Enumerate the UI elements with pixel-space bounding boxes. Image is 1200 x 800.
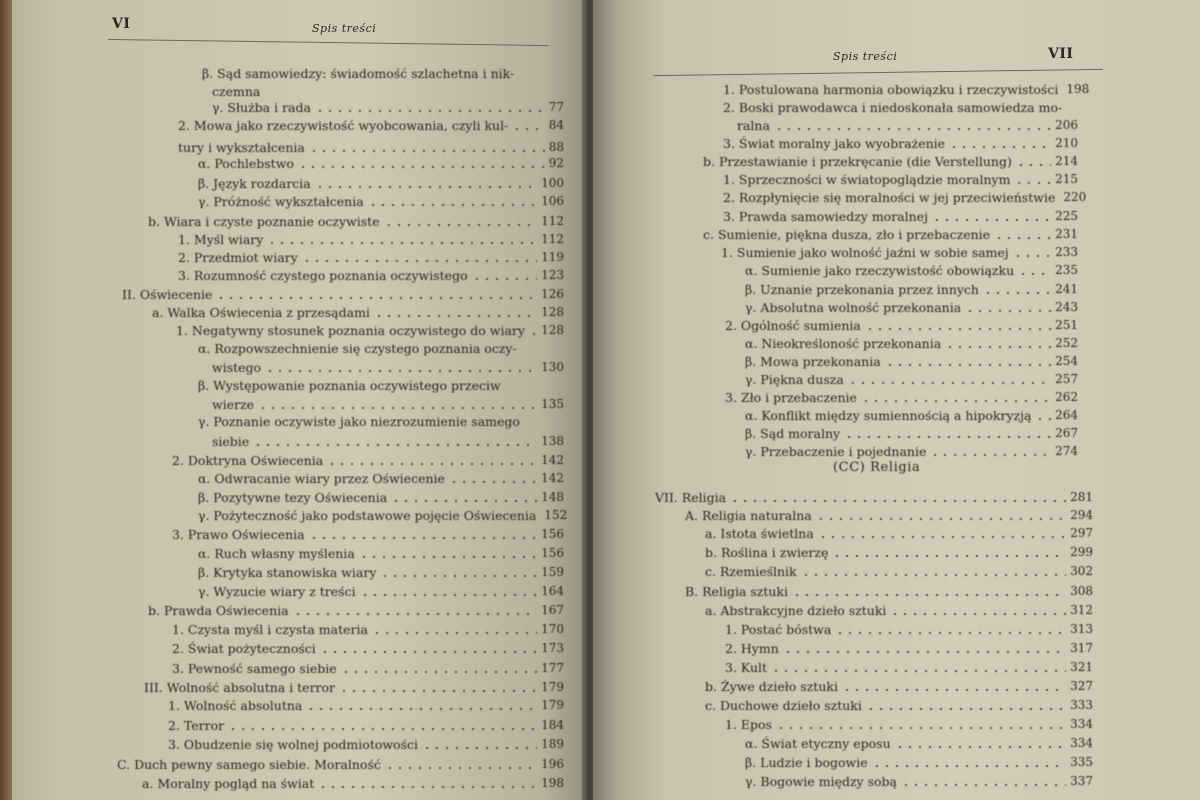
toc-entry bbox=[198, 508, 568, 523]
toc-entry-title: 2. Boski prawodawca i niedoskonała samowiedza mo- bbox=[723, 100, 1063, 115]
page-number: VII bbox=[1048, 46, 1074, 62]
toc-page-number: 156 bbox=[541, 527, 564, 541]
dot-leader bbox=[890, 613, 1066, 615]
toc-entry bbox=[745, 774, 1093, 789]
toc-entry-title: γ. Wyzucie wiary z treści bbox=[198, 584, 356, 599]
toc-entry-title: III. Wolność absolutna i terror bbox=[144, 680, 336, 695]
toc-page-number: 267 bbox=[1055, 426, 1078, 440]
toc-entry-title: b. Prawda Oświecenia bbox=[148, 603, 289, 618]
toc-entry bbox=[148, 603, 564, 618]
toc-entry bbox=[685, 508, 1093, 523]
toc-page-number: 274 bbox=[1055, 444, 1078, 458]
dot-leader bbox=[472, 278, 537, 280]
toc-entry-title: 1. Czysta myśl i czysta materia bbox=[172, 622, 368, 637]
toc-page-number: 262 bbox=[1055, 390, 1078, 404]
toc-entry bbox=[705, 679, 1093, 694]
toc-entry bbox=[198, 194, 564, 209]
toc-entry bbox=[212, 397, 564, 412]
toc-entry bbox=[705, 603, 1093, 618]
toc-entry bbox=[172, 527, 564, 542]
dot-leader bbox=[253, 444, 537, 446]
toc-page-number: 77 bbox=[548, 100, 564, 114]
toc-entry bbox=[725, 641, 1093, 656]
toc-entry bbox=[745, 736, 1093, 751]
toc-page-number: 210 bbox=[1055, 136, 1078, 150]
toc-page-number: 312 bbox=[1070, 603, 1093, 617]
toc-entry-title: B. Religia sztuki bbox=[685, 584, 789, 599]
toc-entry bbox=[172, 661, 564, 676]
toc-entry-title: γ. Poznanie oczywiste jako niezrozumienie samego bbox=[198, 414, 520, 429]
toc-page-number: 123 bbox=[541, 268, 564, 282]
toc-page-number: 233 bbox=[1055, 245, 1078, 259]
toc-page-number: 179 bbox=[541, 680, 564, 694]
toc-entry-title: α. Świat etyczny eposu bbox=[745, 736, 891, 751]
toc-entry-title: 3. Pewność samego siebie bbox=[172, 661, 337, 676]
toc-page-number: 206 bbox=[1055, 118, 1078, 132]
toc-entry-title: γ. Przebaczenie i pojednanie bbox=[745, 444, 927, 459]
toc-page-number: 198 bbox=[541, 776, 564, 790]
toc-entry-title: c. Rzemieślnik bbox=[705, 564, 797, 579]
toc-entry-title: β. Krytyka stanowiska wiary bbox=[198, 565, 377, 580]
toc-entry-title: tury i wykształcenia bbox=[178, 140, 305, 155]
toc-page-number: 126 bbox=[541, 287, 564, 301]
toc-page-number: 164 bbox=[541, 584, 564, 598]
toc-entry-title: 1. Sprzeczności w światopoglądzie moralnym bbox=[723, 172, 1011, 187]
dot-leader bbox=[359, 556, 537, 558]
toc-entry-title: b. Roślina i zwierzę bbox=[705, 545, 829, 560]
toc-entry-title: α. Nieokreśloność przekonania bbox=[745, 336, 942, 351]
toc-entry-title: 3. Kult bbox=[725, 660, 768, 675]
dot-leader bbox=[302, 260, 537, 262]
dot-leader bbox=[327, 463, 537, 465]
toc-entry-title: γ. Służba i rada bbox=[212, 100, 311, 115]
toc-entry bbox=[198, 378, 567, 393]
toc-entry bbox=[198, 584, 564, 599]
toc-entry bbox=[202, 66, 567, 81]
toc-entry-title: β. Sąd samowiedzy: świadomość szlachetna i nik- bbox=[202, 66, 515, 81]
toc-entry-title: 1. Negatywny stosunek poznania oczywistego do wiary bbox=[176, 323, 525, 338]
dot-leader bbox=[771, 670, 1066, 672]
toc-entry-title: c. Duchowe dzieło sztuki bbox=[705, 698, 862, 713]
toc-entry bbox=[168, 737, 564, 752]
dot-leader bbox=[339, 690, 537, 692]
toc-page-number: 130 bbox=[541, 360, 564, 374]
toc-page-number: 156 bbox=[541, 546, 564, 560]
toc-page-number: 170 bbox=[541, 622, 564, 636]
toc-page-number: 252 bbox=[1055, 336, 1078, 350]
toc-entry bbox=[198, 414, 567, 429]
toc-entry-title: α. Ruch własny myślenia bbox=[198, 546, 355, 561]
dot-leader bbox=[228, 728, 537, 730]
toc-entry-title: β. Występowanie poznania oczywistego przeciw bbox=[198, 378, 501, 393]
toc-entry bbox=[122, 287, 564, 302]
toc-entry-title: γ. Bogowie między sobą bbox=[745, 774, 897, 789]
toc-entry bbox=[198, 490, 564, 505]
dot-leader bbox=[529, 333, 537, 335]
dot-leader bbox=[385, 767, 537, 769]
toc-page-number: 235 bbox=[1055, 263, 1078, 277]
toc-page-number: 215 bbox=[1055, 172, 1078, 186]
toc-page-number: 264 bbox=[1055, 408, 1078, 422]
dot-leader bbox=[293, 613, 538, 615]
toc-entry bbox=[212, 84, 567, 99]
toc-entry bbox=[212, 360, 564, 375]
toc-page-number: 327 bbox=[1070, 679, 1093, 693]
dot-leader bbox=[374, 315, 537, 317]
toc-entry-title: 2. Hymn bbox=[725, 641, 779, 656]
toc-page-number: 334 bbox=[1070, 717, 1093, 731]
toc-entry bbox=[176, 323, 564, 338]
dot-leader bbox=[842, 689, 1066, 691]
toc-entry-title: 1. Myśl wiary bbox=[178, 232, 264, 247]
toc-entry-title: β. Ludzie i bogowie bbox=[745, 755, 868, 770]
toc-entry bbox=[705, 698, 1093, 713]
toc-entry bbox=[142, 776, 564, 791]
dot-leader bbox=[258, 407, 537, 409]
toc-entry bbox=[685, 584, 1093, 599]
toc-page-number: 159 bbox=[541, 565, 564, 579]
dot-leader bbox=[309, 150, 545, 152]
toc-page-number: 254 bbox=[1055, 354, 1078, 368]
toc-page-number: 220 bbox=[1063, 190, 1087, 204]
dot-leader bbox=[730, 500, 1066, 502]
dot-leader bbox=[872, 765, 1066, 767]
toc-entry bbox=[212, 434, 564, 449]
toc-entry-title: 3. Prawo Oświecenia bbox=[172, 527, 305, 542]
toc-entry bbox=[745, 755, 1093, 770]
toc-entry-title: b. Wiara i czyste poznanie oczywiste bbox=[148, 214, 380, 229]
toc-entry bbox=[198, 341, 567, 356]
toc-entry-title: 1. Epos bbox=[725, 717, 772, 732]
toc-entry bbox=[168, 698, 564, 713]
toc-entry bbox=[212, 100, 564, 115]
toc-page-number: 308 bbox=[1070, 584, 1093, 598]
toc-entry bbox=[198, 176, 564, 191]
toc-entry-title: 2. Terror bbox=[168, 718, 225, 733]
toc-page-number: 92 bbox=[548, 156, 564, 170]
toc-entry-title: wistego bbox=[212, 360, 262, 375]
toc-entry-title: 2. Ogólność sumienia bbox=[725, 318, 861, 333]
toc-entry-title: β. Mowa przekonania bbox=[745, 354, 881, 369]
toc-entry bbox=[178, 268, 564, 283]
toc-entry bbox=[144, 680, 564, 695]
toc-entry-title: 3. Obudzenie się wolnej podmiotowości bbox=[168, 737, 418, 752]
toc-entry-title: a. Moralny pogląd na świat bbox=[142, 776, 315, 791]
toc-entry bbox=[178, 118, 564, 133]
left-page bbox=[12, 0, 590, 800]
toc-page-number: 88 bbox=[548, 140, 564, 154]
toc-entry-title: 2. Doktryna Oświecenia bbox=[172, 453, 324, 468]
toc-entry bbox=[198, 156, 564, 171]
dot-leader bbox=[818, 536, 1066, 538]
toc-entry bbox=[725, 717, 1093, 732]
dot-leader bbox=[298, 166, 545, 168]
dot-leader bbox=[309, 537, 538, 539]
toc-entry-title: 3. Zło i przebaczenie bbox=[725, 390, 857, 405]
toc-entry-title: γ. Absolutna wolność przekonania bbox=[745, 300, 962, 315]
toc-entry bbox=[198, 546, 564, 561]
toc-entry bbox=[152, 305, 564, 320]
toc-entry bbox=[178, 250, 564, 265]
toc-entry-title: β. Sąd moralny bbox=[745, 426, 841, 441]
dot-leader bbox=[816, 518, 1066, 520]
toc-page-number: 135 bbox=[541, 397, 564, 411]
dot-leader bbox=[318, 786, 537, 788]
toc-entry-title: γ. Pożyteczność jako podstawowe pojęcie Oświecenia bbox=[198, 508, 537, 523]
toc-entry bbox=[198, 565, 564, 580]
toc-entry-title: b. Żywe dzieło sztuki bbox=[705, 679, 838, 694]
toc-entry bbox=[705, 526, 1093, 541]
toc-entry-title: 2. Rozpłynięcie się moralności w jej przeciwieństwie bbox=[723, 190, 1056, 205]
dot-leader bbox=[306, 708, 537, 710]
toc-entry bbox=[705, 545, 1093, 560]
toc-page-number: 119 bbox=[541, 250, 564, 264]
toc-entry bbox=[655, 490, 1093, 505]
toc-entry-title: γ. Próżność wykształcenia bbox=[198, 194, 364, 209]
dot-leader bbox=[368, 204, 537, 206]
toc-page-number: 142 bbox=[541, 471, 564, 485]
toc-entry bbox=[117, 757, 564, 772]
dot-leader bbox=[832, 555, 1066, 557]
toc-page-number: 257 bbox=[1055, 372, 1078, 386]
toc-entry bbox=[172, 453, 564, 468]
toc-page-number: 179 bbox=[541, 698, 564, 712]
toc-page-number: 177 bbox=[541, 661, 564, 675]
toc-entry bbox=[168, 718, 564, 733]
toc-entry-title: czemna bbox=[212, 84, 261, 99]
toc-entries-left bbox=[12, 0, 590, 800]
toc-page-number: 334 bbox=[1070, 736, 1093, 750]
toc-page-number: 173 bbox=[541, 641, 564, 655]
dot-leader bbox=[391, 500, 537, 502]
dot-leader bbox=[315, 110, 545, 112]
toc-entry-title: γ. Piękna dusza bbox=[745, 372, 844, 387]
toc-page-number: 152 bbox=[544, 508, 568, 522]
dot-leader bbox=[267, 242, 537, 244]
toc-entry bbox=[705, 564, 1093, 579]
toc-entry-title: 1. Wolność absolutna bbox=[168, 698, 303, 713]
toc-page-number: 189 bbox=[541, 737, 564, 751]
toc-entry-title: α. Rozpowszechnienie się czystego poznania oczy- bbox=[198, 341, 517, 356]
toc-page-number: 302 bbox=[1070, 564, 1093, 578]
toc-page-number: 243 bbox=[1055, 300, 1078, 314]
toc-entry bbox=[178, 140, 564, 155]
dot-leader bbox=[792, 594, 1066, 596]
dot-leader bbox=[512, 128, 544, 130]
toc-entry-title: α. Pochlebstwo bbox=[198, 156, 294, 171]
toc-entry-title: 1. Postać bóstwa bbox=[725, 622, 832, 637]
dot-leader bbox=[783, 651, 1066, 653]
running-title: Spis treści bbox=[312, 22, 377, 35]
toc-entry-title: 3. Świat moralny jako wyobrażenie bbox=[723, 136, 946, 151]
toc-page-number: 138 bbox=[541, 434, 564, 448]
toc-page-number: 317 bbox=[1070, 641, 1093, 655]
toc-entry-title: 2. Świat pożyteczności bbox=[172, 641, 316, 656]
toc-entry bbox=[198, 471, 564, 486]
toc-entry-title: a. Istota świetlna bbox=[705, 526, 814, 541]
toc-entry-title: 3. Prawda samowiedzy moralnej bbox=[723, 209, 928, 224]
section-heading: (CC) Religia bbox=[833, 460, 921, 475]
toc-entries-right-religion bbox=[593, 0, 1200, 800]
toc-page-number: 148 bbox=[541, 490, 564, 504]
toc-page-number: 112 bbox=[541, 232, 564, 246]
toc-entry-title: 1. Sumienie jako wolność jaźni w sobie samej bbox=[721, 245, 1009, 260]
dot-leader bbox=[895, 746, 1066, 748]
toc-entry-title: 3. Rozumność czystego poznania oczywistego bbox=[178, 268, 468, 283]
toc-page-number: 142 bbox=[541, 453, 564, 467]
toc-page-number: 335 bbox=[1070, 755, 1093, 769]
toc-entry-title: β. Pozytywne tezy Oświecenia bbox=[198, 490, 388, 505]
toc-page-number: 299 bbox=[1070, 545, 1093, 559]
toc-page-number: 337 bbox=[1070, 774, 1093, 788]
toc-entry bbox=[172, 641, 564, 656]
toc-page-number: 128 bbox=[541, 323, 564, 337]
dot-leader bbox=[320, 651, 537, 653]
toc-page-number: 184 bbox=[541, 718, 564, 732]
toc-page-number: 281 bbox=[1070, 490, 1093, 504]
toc-page-number: 297 bbox=[1070, 526, 1093, 540]
dot-leader bbox=[372, 632, 537, 634]
toc-entry-title: VII. Religia bbox=[655, 490, 727, 505]
toc-page-number: 225 bbox=[1055, 209, 1078, 223]
toc-page-number: 231 bbox=[1055, 227, 1078, 241]
toc-entry-title: C. Duch pewny samego siebie. Moralność bbox=[117, 757, 381, 772]
toc-page-number: 106 bbox=[541, 194, 564, 208]
toc-page-number: 333 bbox=[1070, 698, 1093, 712]
toc-page-number: 214 bbox=[1055, 154, 1078, 168]
dot-leader bbox=[384, 224, 537, 226]
toc-entry bbox=[172, 622, 564, 637]
dot-leader bbox=[216, 297, 537, 299]
running-title: Spis treści bbox=[833, 50, 898, 63]
toc-entry-title: II. Oświecenie bbox=[122, 287, 213, 302]
dot-leader bbox=[866, 708, 1066, 710]
toc-entry-title: ralna bbox=[737, 118, 770, 133]
toc-entry-title: α. Konflikt między sumiennością a hipokryzją bbox=[745, 408, 1032, 423]
toc-page-number: 84 bbox=[548, 118, 564, 132]
toc-entry-title: α. Odwracanie wiary przez Oświecenie bbox=[198, 471, 445, 486]
toc-entry-title: c. Sumienie, piękna dusza, zło i przebaczenie bbox=[703, 227, 991, 242]
dot-leader bbox=[422, 747, 537, 749]
toc-page-number: 251 bbox=[1055, 318, 1078, 332]
toc-page-number: 321 bbox=[1070, 660, 1093, 674]
dot-leader bbox=[341, 671, 537, 673]
toc-page-number: 241 bbox=[1055, 282, 1078, 296]
toc-page-number: 294 bbox=[1070, 508, 1093, 522]
dot-leader bbox=[360, 594, 538, 596]
toc-page-number: 313 bbox=[1070, 622, 1093, 636]
toc-page-number: 198 bbox=[1066, 82, 1090, 96]
toc-entry bbox=[725, 622, 1093, 637]
dot-leader bbox=[801, 574, 1066, 576]
toc-page-number: 196 bbox=[541, 757, 564, 771]
dot-leader bbox=[835, 632, 1066, 634]
toc-entry-title: a. Abstrakcyjne dzieło sztuki bbox=[705, 603, 887, 618]
right-page bbox=[593, 0, 1200, 800]
toc-entry-title: a. Walka Oświecenia z przesądami bbox=[152, 305, 370, 320]
dot-leader bbox=[265, 370, 537, 372]
dot-leader bbox=[776, 727, 1066, 729]
toc-entry-title: siebie bbox=[212, 434, 250, 449]
toc-page-number: 128 bbox=[541, 305, 564, 319]
toc-entry-title: β. Uznanie przekonania przez innych bbox=[745, 282, 979, 297]
dot-leader bbox=[901, 784, 1066, 786]
dot-leader bbox=[449, 481, 537, 483]
dot-leader bbox=[380, 575, 537, 577]
toc-page-number: 112 bbox=[541, 214, 564, 228]
toc-entry-title: α. Sumienie jako rzeczywistość obowiązku bbox=[745, 263, 1015, 278]
toc-page-number: 100 bbox=[541, 176, 564, 190]
toc-entry-title: A. Religia naturalna bbox=[685, 508, 812, 523]
toc-entry bbox=[178, 232, 564, 247]
toc-entry-title: 1. Postulowana harmonia obowiązku i rzeczywistości bbox=[723, 82, 1059, 97]
dot-leader bbox=[315, 186, 537, 188]
toc-entry-title: 2. Mowa jako rzeczywistość wyobcowania, czyli kul- bbox=[178, 118, 509, 133]
toc-entry-title: wierze bbox=[212, 397, 255, 412]
toc-entry-title: β. Język rozdarcia bbox=[198, 176, 311, 191]
page-number: VI bbox=[112, 16, 131, 32]
toc-entry bbox=[725, 660, 1093, 675]
toc-entry-title: b. Przestawianie i przekręcanie (die Verstellung) bbox=[703, 154, 1012, 169]
toc-entry bbox=[148, 214, 564, 229]
toc-page-number: 167 bbox=[541, 603, 564, 617]
toc-entry-title: 2. Przedmiot wiary bbox=[178, 250, 298, 265]
